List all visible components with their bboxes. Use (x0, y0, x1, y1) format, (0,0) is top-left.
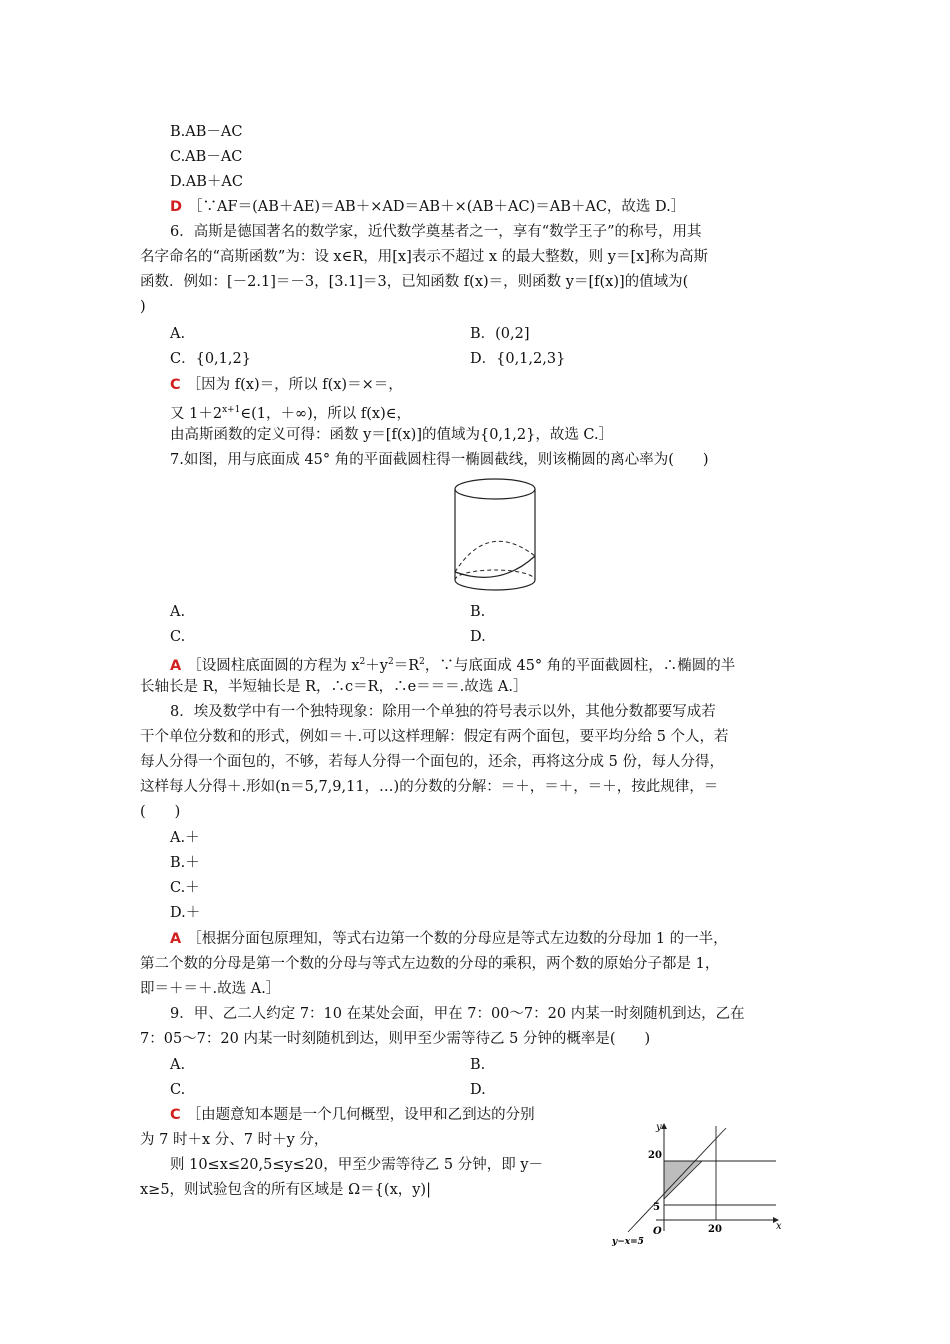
q6-answer-line-2 (170, 400, 844, 424)
q6-answer-text-1: ［因为 f(x)＝，所以 f(x)＝×＝， (186, 377, 403, 393)
q6-option-c: C．{0,1,2} (170, 351, 251, 367)
q5-answer-letter: D (170, 199, 183, 215)
q8-line-1: 8．埃及数学中有一个独特现象：除用一个单独的符号表示以外，其他分数都要写成若 (170, 704, 716, 720)
q6-line-4: ) (140, 299, 146, 315)
q8-answer-text-1: ［根据分面包原理知，等式右边第一个数的分母应是等式左边数的分母加 1 的一半， (187, 931, 728, 947)
line-equation-label: y−x=5 (612, 1237, 644, 1247)
q7-answer-text-1d: ，∵与底面成 45° 角的平面截圆柱，∴椭圆的半 (424, 657, 736, 674)
q9-option-b: B. (470, 1057, 486, 1073)
q7-answer-text-1c: ＝R (393, 657, 420, 674)
q9-answer-line-4: x≥5，则试验包含的所有区域是 Ω＝{(x，y)| (140, 1182, 431, 1198)
tick-label-5: 5 (653, 1202, 660, 1213)
origin-label: O (653, 1226, 662, 1237)
q7-sup-y: 2 (387, 657, 394, 667)
q9-answer-text-1: ［由题意知本题是一个几何概型，设甲和乙到达的分别 (186, 1107, 535, 1123)
y-axis-label: y (656, 1122, 662, 1133)
cylinder-bottom-front (455, 580, 535, 590)
cylinder-figure (448, 476, 544, 594)
q7-option-b: B. (470, 604, 486, 620)
q9-option-d: D. (470, 1082, 486, 1098)
tick-label-20-y: 20 (648, 1150, 662, 1161)
tick-label-20-x: 20 (708, 1224, 722, 1235)
q9-line-1: 9．甲、乙二人约定 7：10 在某处会面，甲在 7：00～7：20 内某一时刻随机到达，乙在 (170, 1006, 745, 1022)
q6-answer-line-1 (170, 375, 844, 395)
q9-answer-line-1 (170, 1105, 590, 1125)
q6-line-3: 函数．例如：[－2.1]＝－3，[3.1]＝3，已知函数 f(x)＝，则函数 y＝[f(x)]的值域为( (140, 274, 689, 290)
q7-option-c: C. (170, 629, 186, 645)
q6-answer-text-2a: 又 1＋2 (170, 405, 223, 422)
q8-line-3: 每人分得一个面包的，不够，若每人分得一个面包的，还余，再将这分成 5 份，每人分得， (140, 754, 724, 770)
q7-answer-line-1 (170, 652, 844, 676)
q5-answer-text: ［∵AF＝(AB＋AE)＝AB＋×AD＝AB＋×(AB＋AC)＝AB＋AC，故选 D.］ (188, 199, 686, 215)
q6-answer-letter: C (170, 377, 181, 393)
q6-answer-text-2b: ∈(1，＋∞)，所以 f(x)∈， (240, 405, 411, 422)
q7-sup-r: 2 (419, 657, 425, 667)
q8-answer-line-2: 第二个数的分母是第一个数的分母与等式左边数的分母的乘积，两个数的原始分子都是 1， (140, 956, 720, 972)
q8-option-a: A.＋ (170, 830, 200, 846)
q6-answer-exponent: x+1 (222, 405, 241, 415)
q9-answer-letter: C (170, 1107, 181, 1123)
q7-sup-x: 2 (359, 657, 366, 667)
q6-answer-line-3: 由高斯函数的定义可得：函数 y＝[f(x)]的值域为{0,1,2}，故选 C.］ (170, 427, 614, 443)
q5-answer (170, 197, 844, 217)
q5-option-b: B.AB－AC (170, 124, 243, 140)
q6-line-2: 名字命名的“高斯函数”为：设 x∈R，用[x]表示不超过 x 的最大整数，则 y＝[x]称为高斯 (140, 249, 708, 265)
section-ellipse-front (455, 556, 535, 577)
q7-answer-letter: A (170, 657, 182, 674)
q6-line-1: 6．高斯是德国著名的数学家，近代数学奠基者之一，享有“数学王子”的称号，用其 (170, 224, 702, 240)
q8-line-5: ( ) (140, 804, 181, 820)
shaded-region (664, 1161, 702, 1199)
line-y-minus-x-5 (628, 1128, 726, 1232)
q5-option-d: D.AB＋AC (170, 174, 243, 190)
q6-option-d: D．{0,1,2,3} (470, 351, 566, 367)
q7-option-d: D. (470, 629, 486, 645)
q5-option-c: C.AB－AC (170, 149, 243, 165)
q6-option-b: B．(0,2] (470, 326, 530, 342)
q8-answer-line-3: 即＝＋＝＋.故选 A.］ (140, 981, 281, 997)
q7-answer-text-1a: ［设圆柱底面圆的方程为 x (187, 657, 360, 674)
q8-option-c: C.＋ (170, 880, 200, 896)
q7-answer-line-2: 长轴长是 R，半短轴长是 R，∴c＝R，∴e＝＝＝.故选 A.］ (140, 679, 528, 695)
q6-option-a: A. (170, 326, 186, 342)
q8-answer-line-1 (170, 929, 844, 949)
q8-option-d: D.＋ (170, 905, 201, 921)
q7-line-1: 7.如图，用与底面成 45° 角的平面截圆柱得一椭圆截线，则该椭圆的离心率为( ) (170, 452, 709, 468)
q8-answer-letter: A (170, 931, 182, 947)
section-ellipse-back (455, 541, 535, 572)
q7-option-a: A. (170, 604, 186, 620)
cylinder-top-ellipse (455, 479, 535, 499)
q9-option-a: A. (170, 1057, 186, 1073)
q9-answer-line-2: 为 7 时＋x 分、7 时＋y 分， (140, 1132, 329, 1148)
q8-line-2: 干个单位分数和的形式，例如＝＋.可以这样理解：假定有两个面包，要平均分给 5 个人，若 (140, 729, 729, 745)
probability-region-graph (606, 1116, 792, 1250)
q9-answer-line-3: 则 10≤x≤20,5≤y≤20，甲至少需等待乙 5 分钟，即 y－ (170, 1157, 544, 1173)
x-axis-label: x (776, 1221, 782, 1232)
q9-option-c: C. (170, 1082, 186, 1098)
q8-option-b: B.＋ (170, 855, 200, 871)
q7-answer-text-1b: ＋y (365, 657, 388, 674)
q9-line-2: 7：05～7：20 内某一时刻随机到达，则甲至少需等待乙 5 分钟的概率是( ) (140, 1031, 651, 1047)
q8-line-4: 这样每人分得＋.形如(n＝5,7,9,11，…)的分数的分解：＝＋，＝＋，＝＋，按此规律，＝ (140, 779, 719, 795)
